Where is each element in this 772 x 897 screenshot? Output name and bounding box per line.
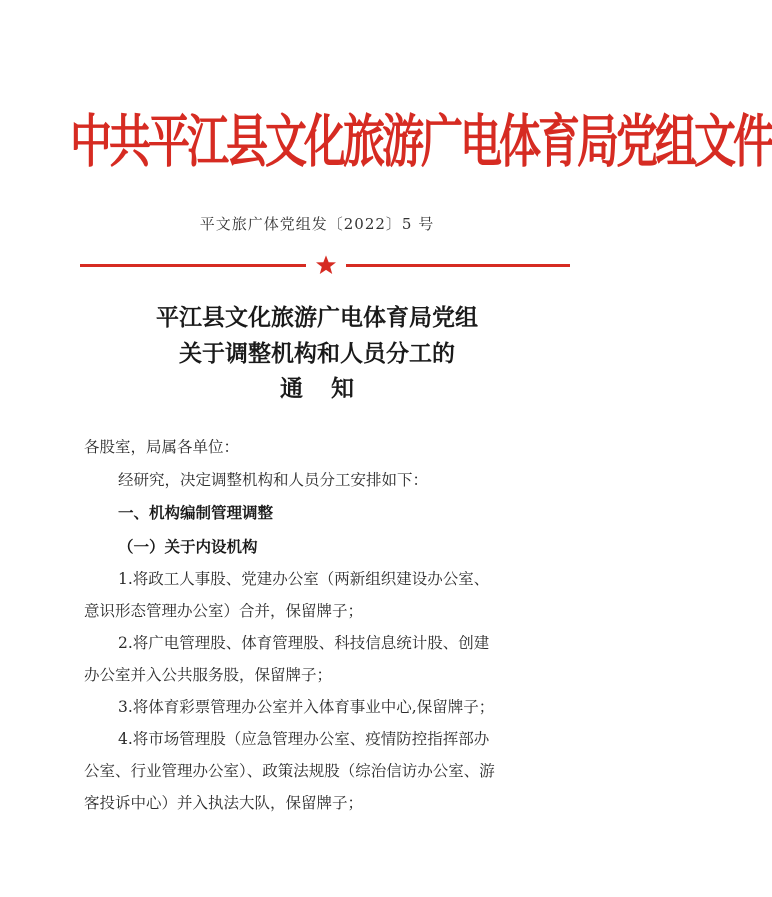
item-4-line-2: 公室、行业管理办公室）、政策法规股（综治信访办公室、游 xyxy=(84,762,495,780)
divider-line-left xyxy=(80,264,306,267)
intro-paragraph: 经研究，决定调整机构和人员分工安排如下： xyxy=(118,471,429,489)
subsection-heading-1: （一）关于内设机构 xyxy=(118,537,258,556)
notice-title-line-1: 平江县文化旅游广电体育局党组 xyxy=(156,304,478,331)
salutation: 各股室，局属各单位： xyxy=(84,438,240,456)
item-3-line-1: 3.将体育彩票管理办公室并入体育事业中心,保留牌子； xyxy=(118,698,495,716)
item-4-line-1: 4.将市场管理股（应急管理办公室、疫情防控指挥部办 xyxy=(118,730,490,748)
document-number: 平文旅广体党组发〔2022〕5 号 xyxy=(199,215,435,233)
notice-title-line-3: 通知 xyxy=(280,375,382,402)
masthead-title: 中共平江县文化旅游广电体育局党组文件 xyxy=(70,108,772,175)
notice-title-line-2: 关于调整机构和人员分工的 xyxy=(179,340,455,367)
item-1-line-2: 意识形态管理办公室）合并，保留牌子； xyxy=(84,602,364,620)
item-2-line-2: 办公室并入公共服务股，保留牌子； xyxy=(84,666,333,684)
red-divider xyxy=(80,255,570,275)
star-icon xyxy=(315,254,337,276)
divider-line-right xyxy=(346,264,570,267)
item-1-line-1: 1.将政工人事股、党建办公室（两新组织建设办公室、 xyxy=(118,570,490,588)
section-heading-1: 一、机构编制管理调整 xyxy=(118,503,274,522)
item-2-line-1: 2.将广电管理股、体育管理股、科技信息统计股、创建 xyxy=(118,634,490,652)
item-4-line-3: 客投诉中心）并入执法大队，保留牌子； xyxy=(84,794,364,812)
